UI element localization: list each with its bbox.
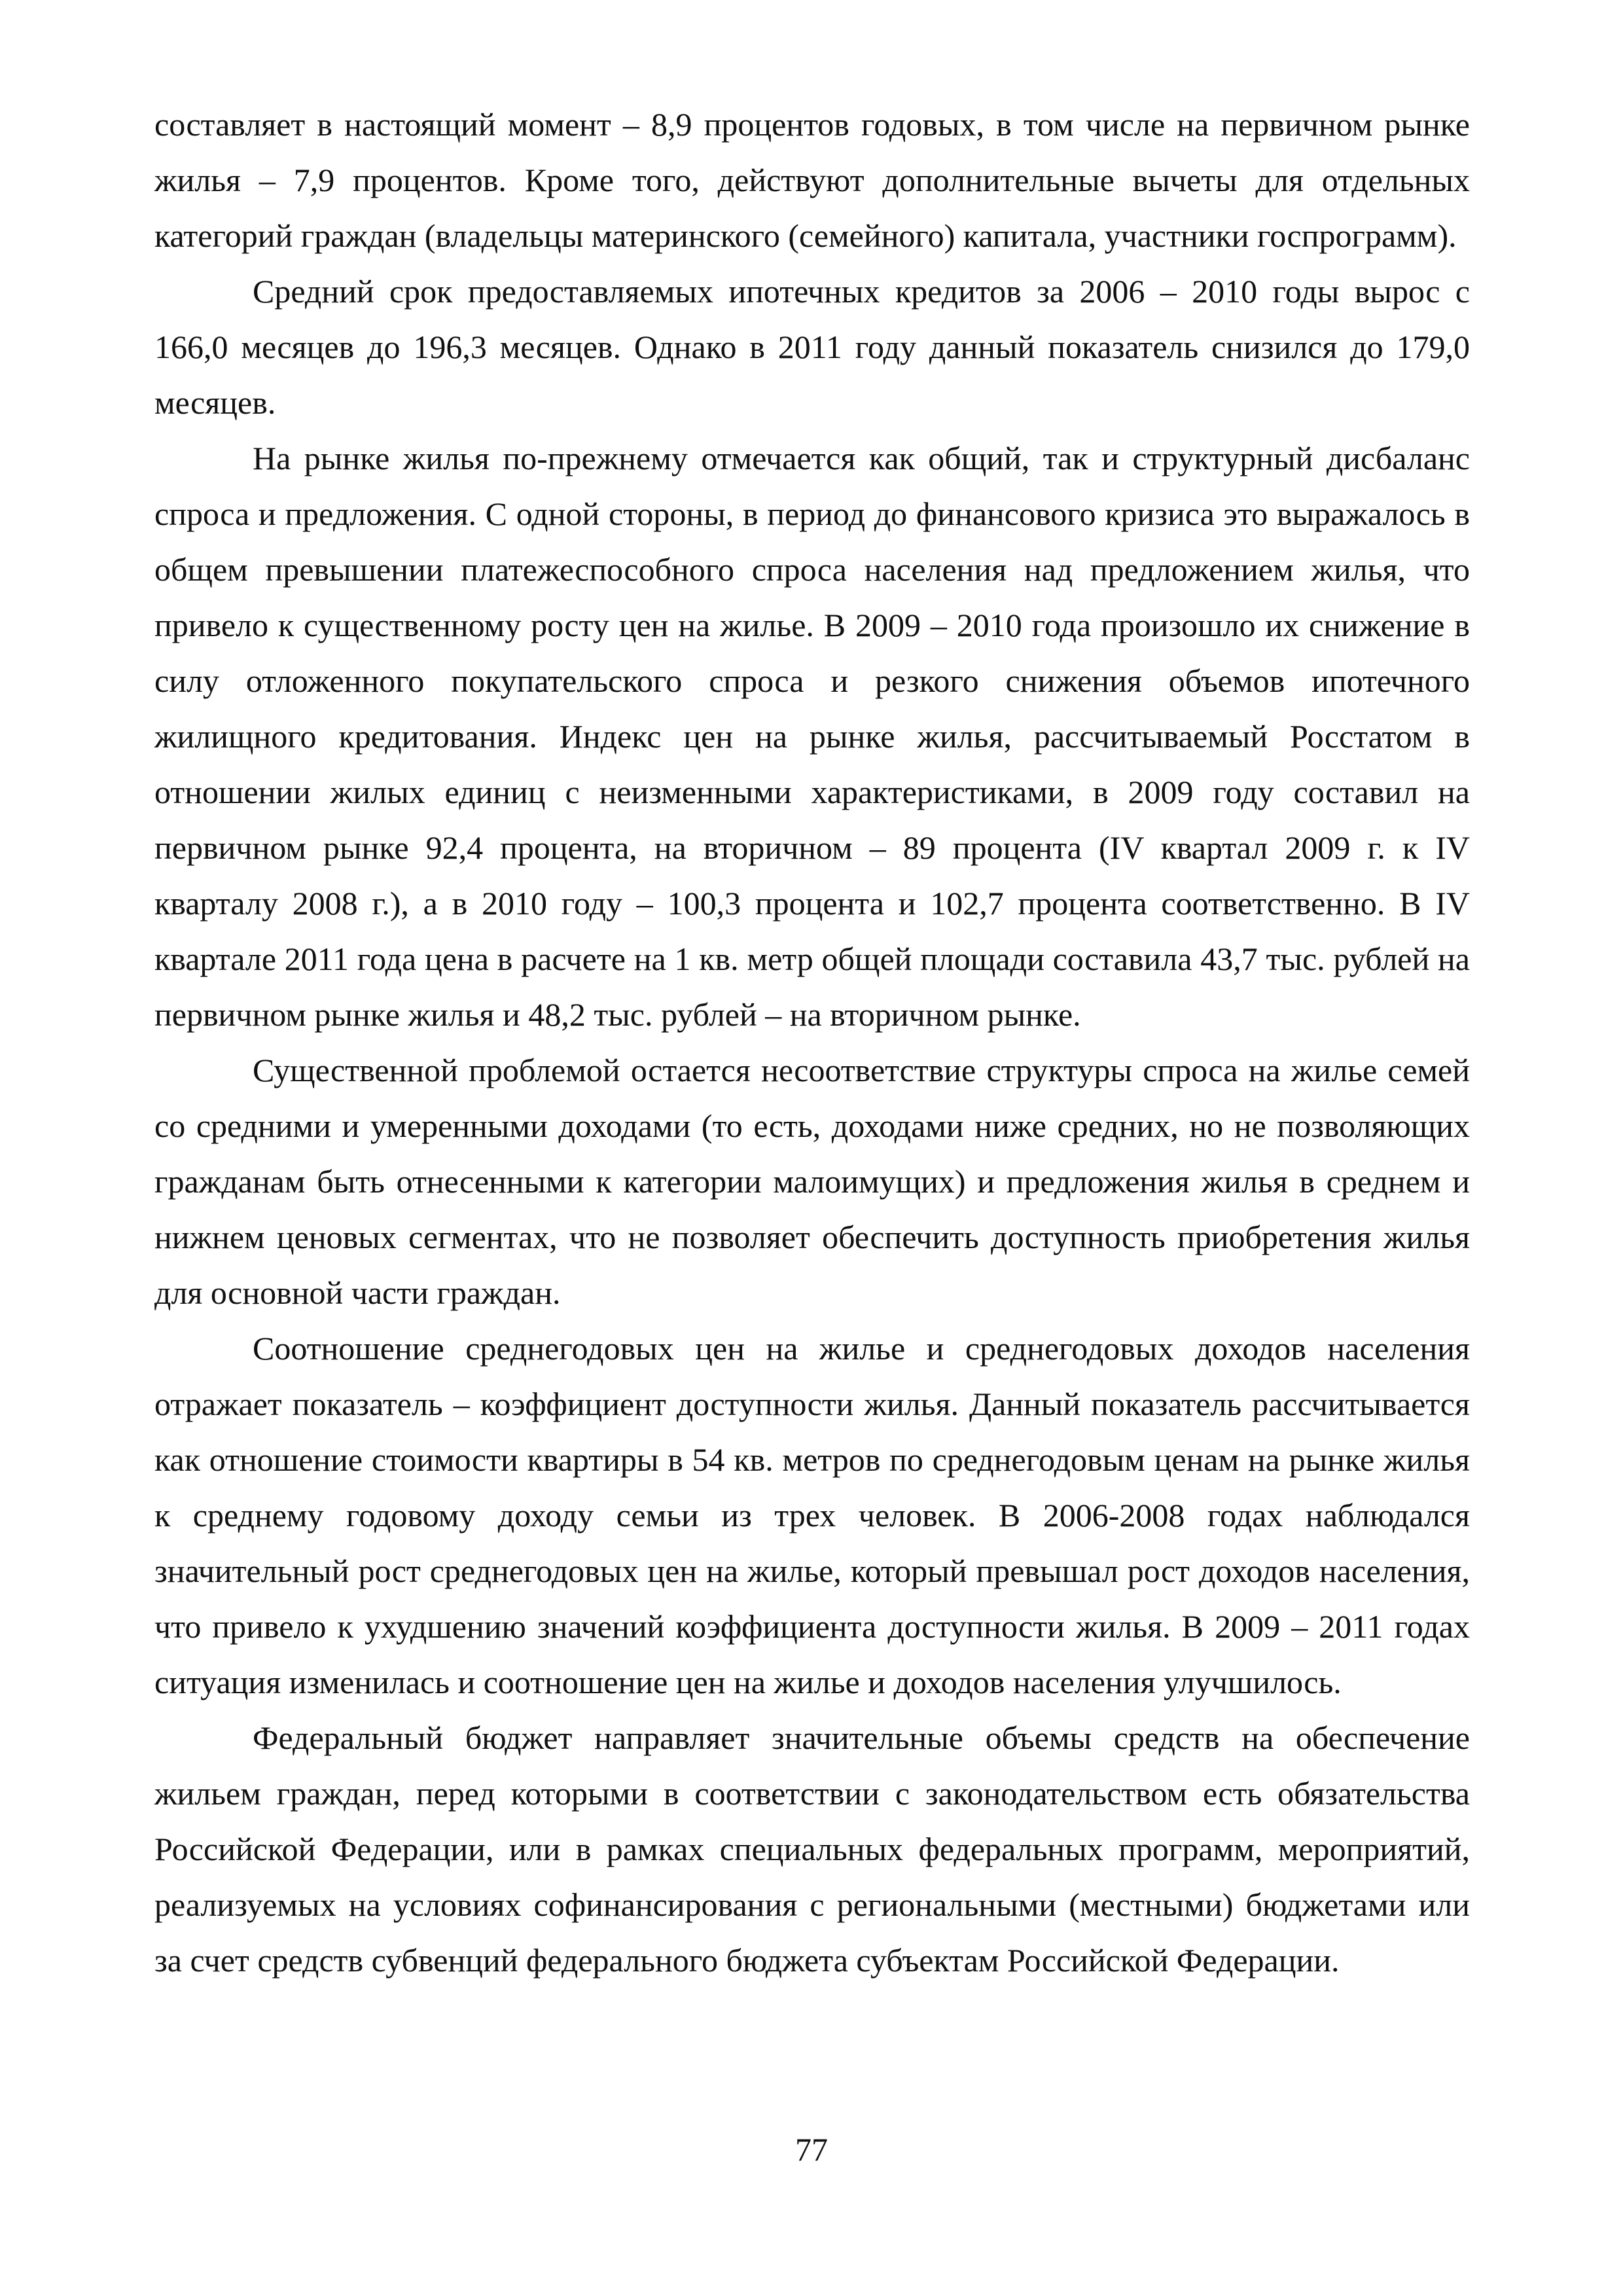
document-body	[154, 97, 1470, 1988]
paragraph-continuation: составляет в настоящий момент – 8,9 процентов годовых, в том числе на первичном рынке жилья – 7,9 процентов. Кроме того, действуют дополнительные вычеты для отдельных категорий граждан (владельцы материнского (семейного) капитала, участники госпрограмм).	[154, 106, 1470, 254]
paragraph-demand-structure: Существенной проблемой остается несоответствие структуры спроса на жилье семей со средними и умеренными доходами (то есть, доходами ниже средних, но не позволяющих гражданам быть отнесенными к категории малоимущих) и предложения жилья в среднем и нижнем ценовых сегментах, что не позволяет обеспечить доступность приобретения жилья для основной части граждан.	[154, 1052, 1470, 1311]
paragraph-affordability-ratio: Соотношение среднегодовых цен на жилье и среднегодовых доходов населения отражает показатель – коэффициент доступности жилья. Данный показатель рассчитывается как отношение стоимости квартиры в 54 кв. метров по среднегодовым ценам на рынке жилья к среднему годовому доходу семьи из трех человек. В 2006-2008 годах наблюдался значительный рост среднегодовых цен на жилье, который превышал рост доходов населения, что привело к ухудшению значений коэффициента доступности жилья. В 2009 – 2011 годах ситуация изменилась и соотношение цен на жилье и доходов населения улучшилось.	[154, 1330, 1470, 1700]
page-number: 77	[795, 2131, 828, 2168]
paragraph-housing-market-imbalance: На рынке жилья по-прежнему отмечается как общий, так и структурный дисбаланс спроса и предложения. С одной стороны, в период до финансового кризиса это выражалось в общем превышении платежеспособного спроса населения над предложением жилья, что привело к существенному росту цен на жилье. В 2009 – 2010 года произошло их снижение в силу отложенного покупательского спроса и резкого снижения объемов ипотечного жилищного кредитования. Индекс цен на рынке жилья, рассчитываемый Росстатом в отношении жилых единиц с неизменными характеристиками, в 2009 году составил на первичном рынке 92,4 процента, на вторичном – 89 процента (IV квартал 2009 г. к IV кварталу 2008 г.), а в 2010 году – 100,3 процента и 102,7 процента соответственно. В IV квартале 2011 года цена в расчете на 1 кв. метр общей площади составила 43,7 тыс. рублей на первичном рынке жилья и 48,2 тыс. рублей – на вторичном рынке.	[154, 440, 1470, 1033]
paragraph-federal-budget: Федеральный бюджет направляет значительные объемы средств на обеспечение жильем граждан, перед которыми в соответствии с законодательством есть обязательства Российской Федерации, или в рамках специальных федеральных программ, мероприятий, реализуемых на условиях софинансирования с региональными (местными) бюджетами или за счет средств субвенций федерального бюджета субъектам Российской Федерации.	[154, 1719, 1470, 1979]
paragraph-mortgage-term: Средний срок предоставляемых ипотечных кредитов за 2006 – 2010 годы вырос с 166,0 месяцев до 196,3 месяцев. Однако в 2011 году данный показатель снизился до 179,0 месяцев.	[154, 273, 1470, 421]
